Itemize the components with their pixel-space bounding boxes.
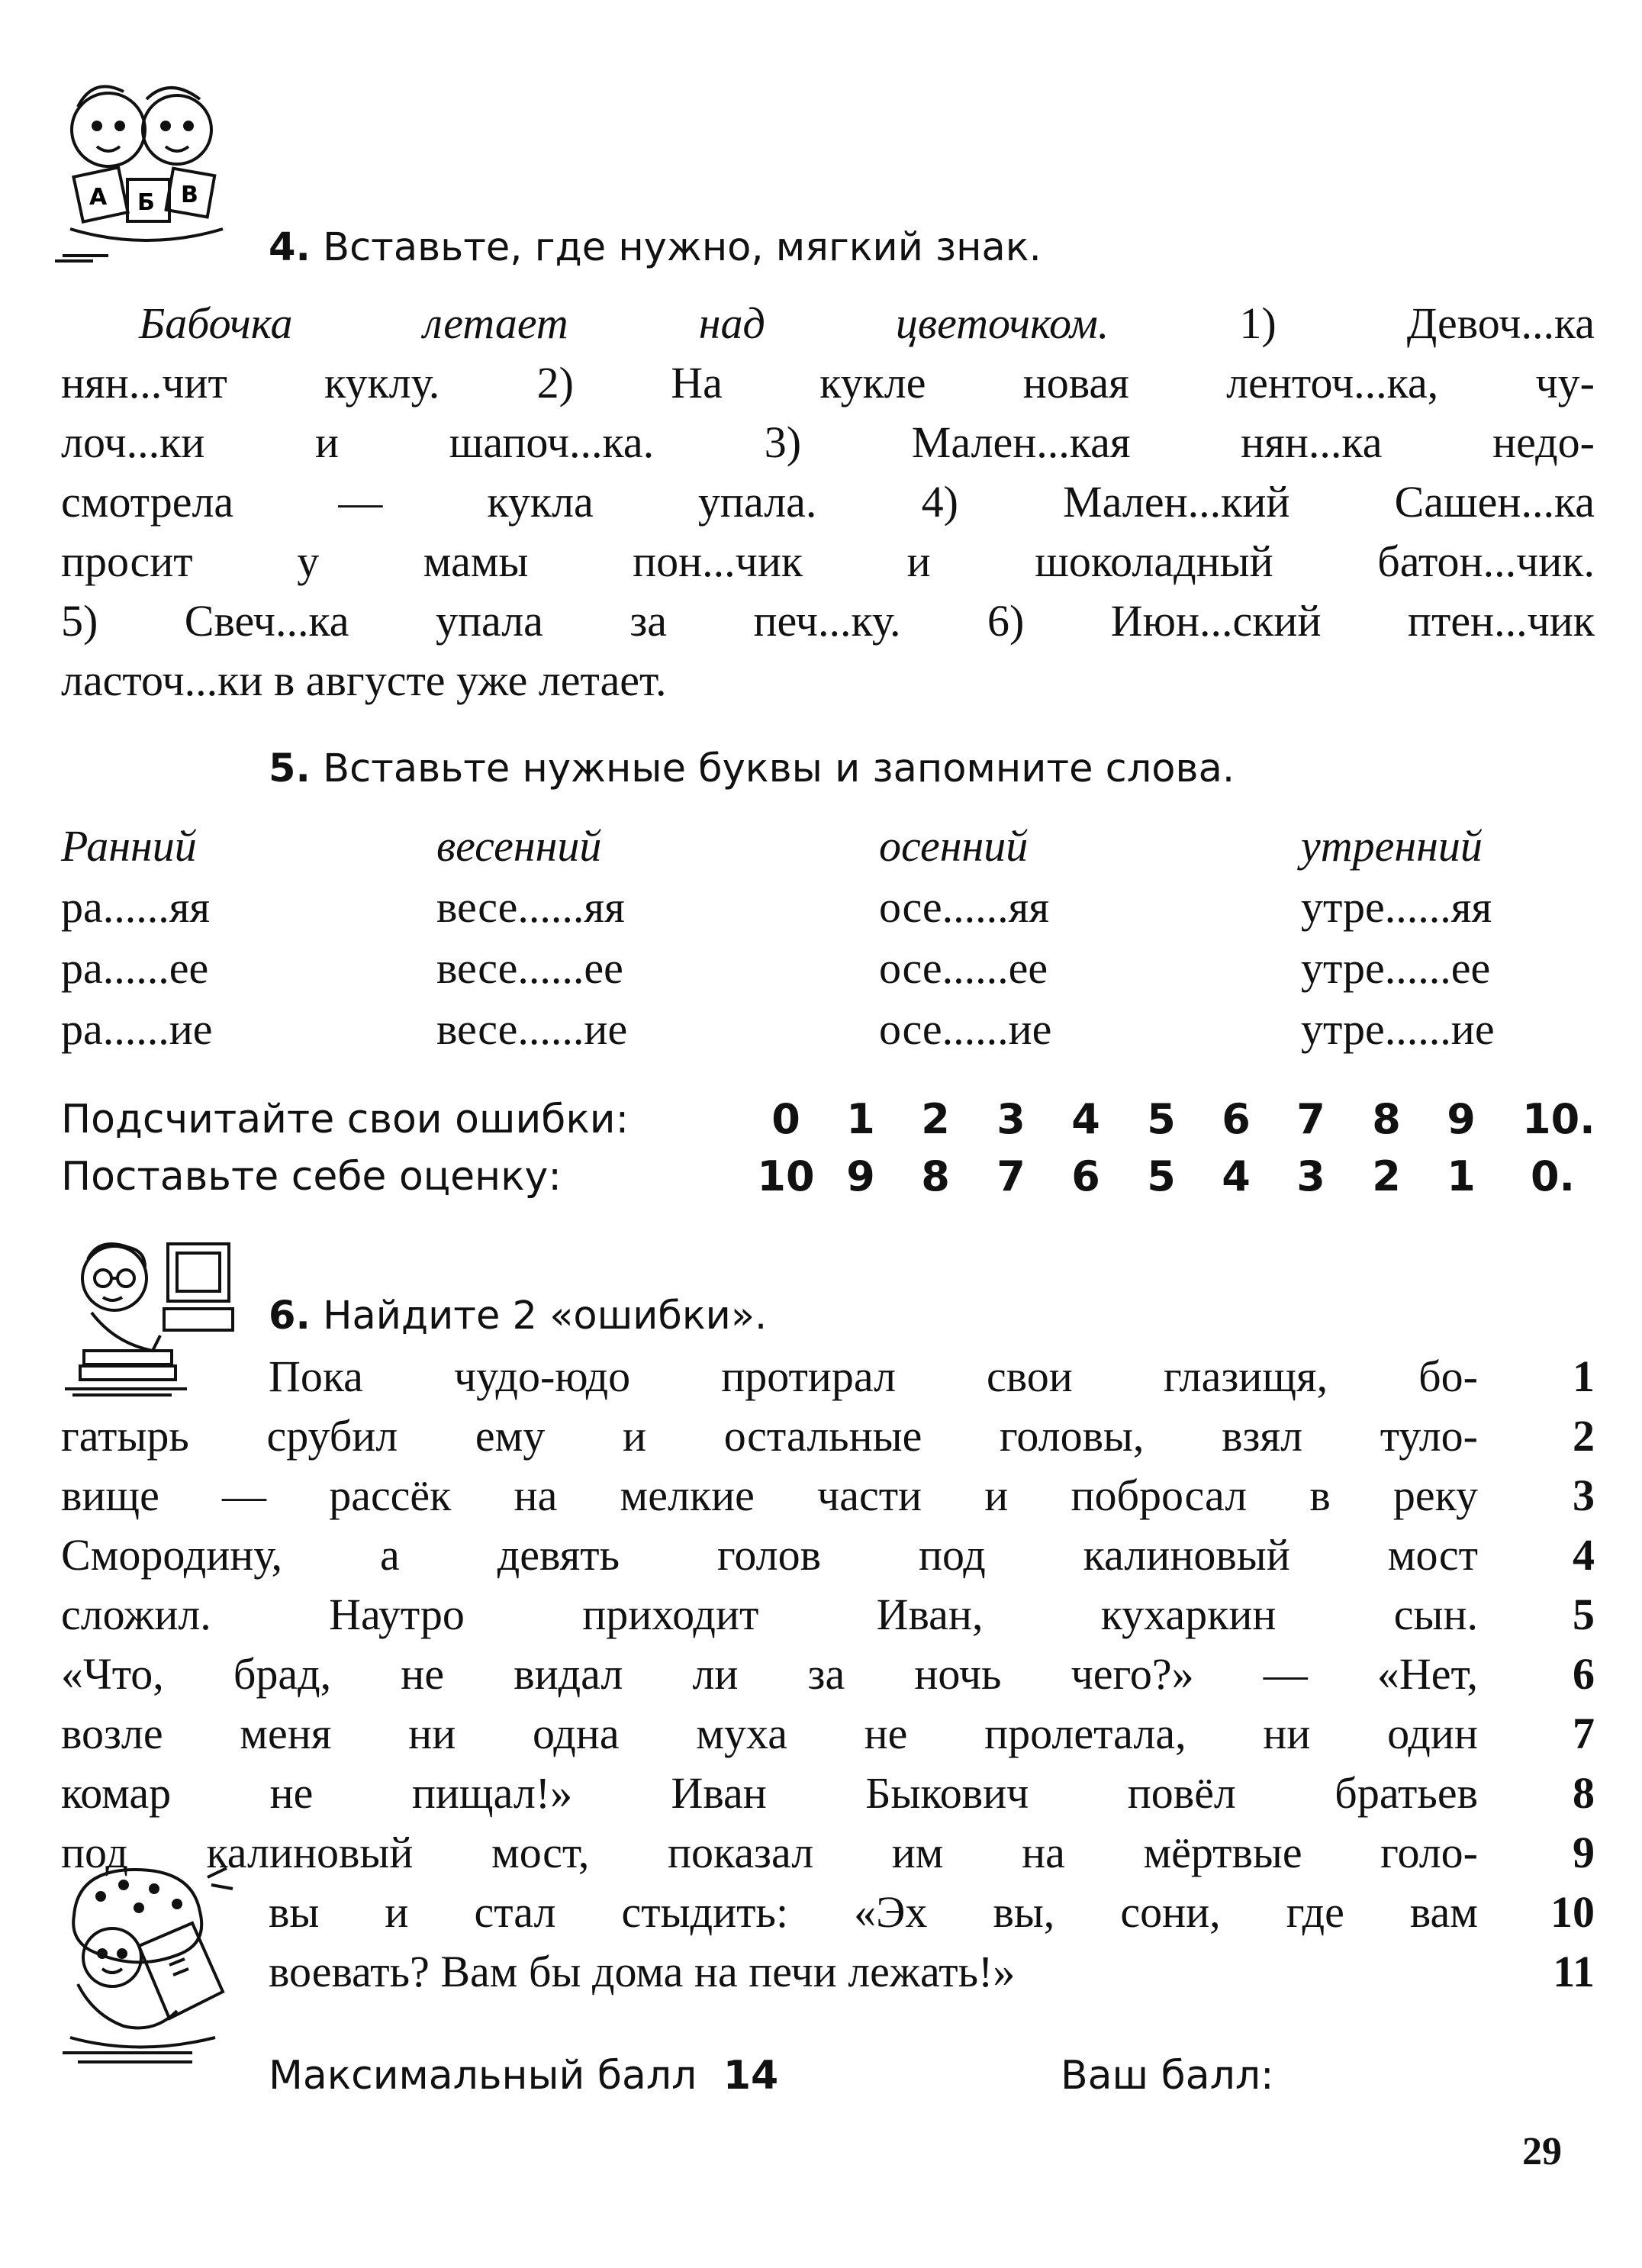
table-cell: осе......ие <box>879 1004 1052 1054</box>
exercise-6-line-11: воевать? Вам бы дома на печи лежать!» <box>269 1947 1016 1996</box>
exercise-4-line-6: 5) Свеч...ка упала за печ...ку. 6) Июн...ский птен...чик <box>61 596 1595 646</box>
exercise-4-text: 1) Девоч...ка <box>1239 298 1595 348</box>
table-header-2: весенний <box>436 821 602 871</box>
exercise-6-line-5: сложил. Наутро приходит Иван, кухаркин сын. <box>61 1590 1478 1639</box>
grade-value: 0. <box>1530 1152 1576 1200</box>
error-value: 4 <box>1071 1095 1100 1143</box>
exercise-6-line-6: «Что, брад, не видал ли за ночь чего?» — «Нет, <box>61 1649 1478 1699</box>
grade-value: 4 <box>1222 1152 1251 1200</box>
error-value: 2 <box>921 1095 950 1143</box>
error-value: 8 <box>1372 1095 1401 1143</box>
grade-value: 7 <box>996 1152 1025 1200</box>
exercise-6-line-3: вище — рассёк на мелкие части и побросал в реку <box>61 1471 1478 1520</box>
exercise-4-line-3: лоч...ки и шапоч...ка. 3) Мален...кая нян...ка недо- <box>61 417 1595 467</box>
exercise-5-title: Вставьте нужные буквы и запомните слова. <box>323 746 1235 791</box>
errors-label: Подсчитайте свои ошибки: <box>61 1097 629 1142</box>
svg-text:Б: Б <box>137 189 155 216</box>
grade-value: 1 <box>1447 1152 1476 1200</box>
girl-reading-icon <box>55 1862 234 2068</box>
grade-label: Поставьте себе оценку: <box>61 1154 562 1200</box>
exercise-6-title: Найдите 2 «ошибки». <box>323 1293 768 1339</box>
girl-reading-illustration <box>55 1862 234 2072</box>
grade-value: 8 <box>921 1152 950 1200</box>
line-number: 8 <box>1573 1768 1595 1818</box>
error-value: 5 <box>1147 1095 1176 1143</box>
line-number: 4 <box>1573 1530 1595 1580</box>
error-value: 10. <box>1522 1095 1595 1143</box>
max-score-value: 14 <box>723 2053 779 2099</box>
exercise-4-number: 4. <box>269 225 311 270</box>
exercise-4-title: Вставьте, где нужно, мягкий знак. <box>323 225 1042 270</box>
exercise-6-line-2: гатырь срубил ему и остальные головы, взял туло- <box>61 1411 1478 1461</box>
your-score-label: Ваш балл: <box>1061 2053 1274 2099</box>
svg-text:В: В <box>181 182 198 208</box>
exercise-4-line-1 <box>61 294 1595 353</box>
exercise-4-line-2: нян...чит куклу. 2) На кукле новая ленточ...ка, чу- <box>61 358 1595 408</box>
kids-with-blocks-icon <box>55 76 238 267</box>
table-header-3: осенний <box>879 821 1029 871</box>
svg-text:А: А <box>89 184 108 211</box>
table-cell: ра......ее <box>61 943 209 993</box>
exercise-5-number: 5. <box>269 746 311 791</box>
exercise-6-number: 6. <box>269 1293 311 1339</box>
grade-value: 6 <box>1071 1152 1100 1200</box>
kid-computer-icon <box>61 1236 237 1400</box>
exercise-4-line-7: ласточ...ки в августе уже летает. <box>61 656 667 705</box>
table-cell: утре......яя <box>1301 882 1492 932</box>
exercise-6-line-9: под калиновый мост, показал им на мёртвые голо- <box>61 1828 1478 1877</box>
error-value: 3 <box>996 1095 1025 1143</box>
table-cell: утре......ее <box>1301 943 1491 993</box>
exercise-4-example: Бабочка летает над цветочком. <box>139 298 1109 348</box>
grade-value: 3 <box>1296 1152 1325 1200</box>
line-number: 9 <box>1573 1828 1595 1877</box>
table-cell: осе......ее <box>879 943 1048 993</box>
exercise-4-line-5: просит у мамы пон...чик и шоколадный батон...чик. <box>61 536 1595 586</box>
line-number: 11 <box>1553 1947 1595 1996</box>
line-number: 2 <box>1573 1411 1595 1461</box>
line-number: 10 <box>1550 1887 1595 1937</box>
error-value: 7 <box>1296 1095 1325 1143</box>
line-number: 5 <box>1573 1590 1595 1639</box>
table-header-1: Ранний <box>61 821 197 871</box>
exercise-4-line-4: смотрела — кукла упала. 4) Мален...кий Сашен...ка <box>61 477 1595 527</box>
max-score <box>269 2053 778 2099</box>
grade-value: 2 <box>1372 1152 1401 1200</box>
max-score-label: Максимальный балл <box>269 2053 697 2099</box>
page-number: 29 <box>1522 2130 1562 2173</box>
grade-value: 9 <box>846 1152 875 1200</box>
kids-with-blocks-illustration <box>55 76 238 267</box>
table-cell: ра......ие <box>61 1004 213 1054</box>
table-cell: ра......яя <box>61 882 211 932</box>
exercise-5-header <box>269 746 1235 791</box>
exercise-4-header <box>269 225 1042 270</box>
error-value: 9 <box>1447 1095 1476 1143</box>
table-cell: утре......ие <box>1301 1004 1495 1054</box>
error-value: 6 <box>1222 1095 1251 1143</box>
line-number: 3 <box>1573 1471 1595 1520</box>
exercise-6-line-7: возле меня ни одна муха не пролетала, ни один <box>61 1709 1478 1758</box>
table-cell: весе......ие <box>436 1004 628 1054</box>
error-value: 1 <box>846 1095 875 1143</box>
grade-value: 5 <box>1147 1152 1176 1200</box>
exercise-6-line-1: Пока чудо-юдо протирал свои глазищя, бо- <box>269 1351 1478 1401</box>
table-cell: осе......яя <box>879 882 1049 932</box>
exercise-6-header <box>269 1293 767 1339</box>
exercise-6-line-4: Смородину, а девять голов под калиновый мост <box>61 1530 1478 1580</box>
table-cell: весе......яя <box>436 882 625 932</box>
line-number: 1 <box>1573 1351 1595 1401</box>
exercise-6-line-10: вы и стал стыдить: «Эх вы, сони, где вам <box>269 1887 1478 1937</box>
error-value: 0 <box>771 1095 800 1143</box>
exercise-6-line-8: комар не пищал!» Иван Быкович повёл братьев <box>61 1768 1478 1818</box>
line-number: 7 <box>1573 1709 1595 1758</box>
grade-value: 10 <box>757 1152 815 1200</box>
line-number: 6 <box>1573 1649 1595 1699</box>
table-cell: весе......ее <box>436 943 623 993</box>
kid-at-computer-illustration <box>61 1236 237 1404</box>
table-header-4: утренний <box>1301 821 1483 871</box>
